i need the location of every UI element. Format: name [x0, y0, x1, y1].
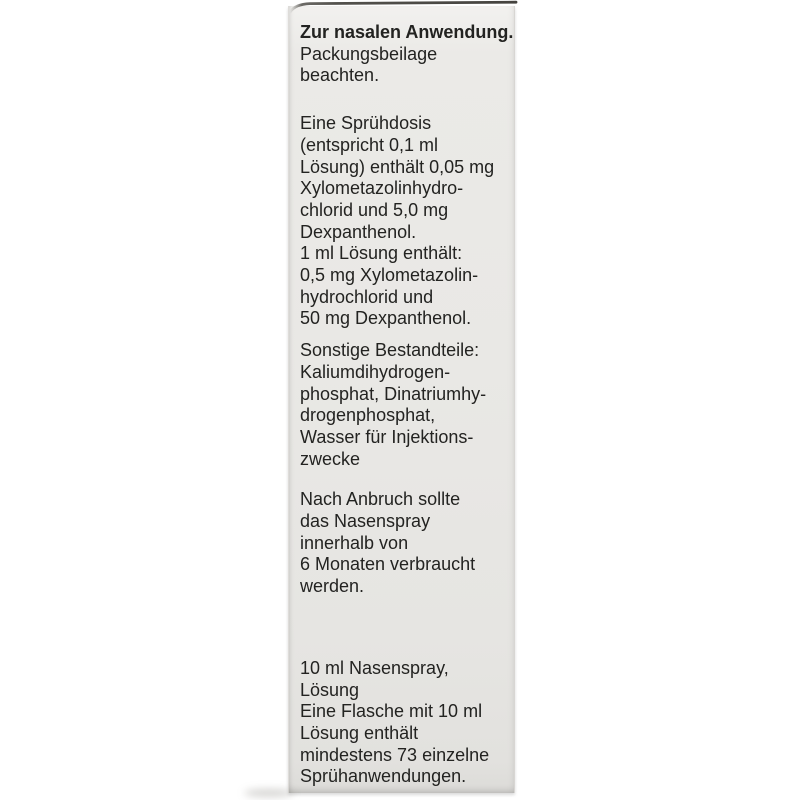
carton-drop-shadow — [244, 789, 294, 797]
text-line: hydrochlorid und — [300, 286, 434, 307]
text-line: werden. — [300, 576, 365, 597]
text-line: 1 ml Lösung enthält: — [300, 243, 463, 264]
text-line: innerhalb von — [300, 532, 409, 553]
paragraph-volume — [300, 658, 508, 788]
carton-top-edge — [286, 0, 518, 16]
text-line: Wasser für Injektions- — [300, 426, 474, 447]
carton-printed-text — [300, 22, 514, 788]
text-line: Xylometazolinhydro- — [300, 178, 464, 199]
paragraph-shelf-life — [300, 489, 508, 598]
text-line: 6 Monaten verbraucht — [300, 554, 476, 575]
text-line: Sprühanwendungen. — [300, 766, 467, 787]
text-line: Lösung) enthält 0,05 mg — [300, 156, 495, 177]
text-line: phosphat, Dinatriumhy- — [300, 383, 487, 404]
text-line: Dexpanthenol. — [300, 221, 417, 242]
text-line: das Nasenspray — [300, 511, 431, 532]
text-line: Lösung enthält — [300, 722, 419, 743]
text-line: Sonstige Bestandteile: — [300, 340, 480, 361]
text-line: drogenphosphat, — [300, 405, 436, 426]
text-line: 10 ml Nasenspray, — [300, 657, 449, 678]
text-line: Lösung — [300, 679, 360, 700]
paragraph-usage — [300, 22, 514, 87]
text-line: Kaliumdihydrogen- — [300, 361, 451, 382]
text-line: (entspricht 0,1 ml — [300, 134, 439, 155]
text-line: zwecke — [300, 448, 361, 469]
paragraph-dose — [300, 113, 508, 330]
text-line: chlorid und 5,0 mg — [300, 199, 449, 220]
text-line: Packungsbeilage — [300, 43, 438, 64]
text-line: Eine Sprühdosis — [300, 113, 432, 134]
text-line: mindestens 73 einzelne — [300, 744, 490, 765]
text-line: Nach Anbruch sollte — [300, 489, 461, 510]
paragraph-excipients — [300, 340, 508, 470]
text-line: 0,5 mg Xylometazolin- — [300, 265, 479, 286]
text-line: beachten. — [300, 65, 380, 86]
text-line: 50 mg Dexpanthenol. — [300, 308, 472, 329]
text-line: Zur nasalen Anwendung. — [300, 22, 514, 42]
text-line: Eine Flasche mit 10 ml — [300, 701, 483, 722]
